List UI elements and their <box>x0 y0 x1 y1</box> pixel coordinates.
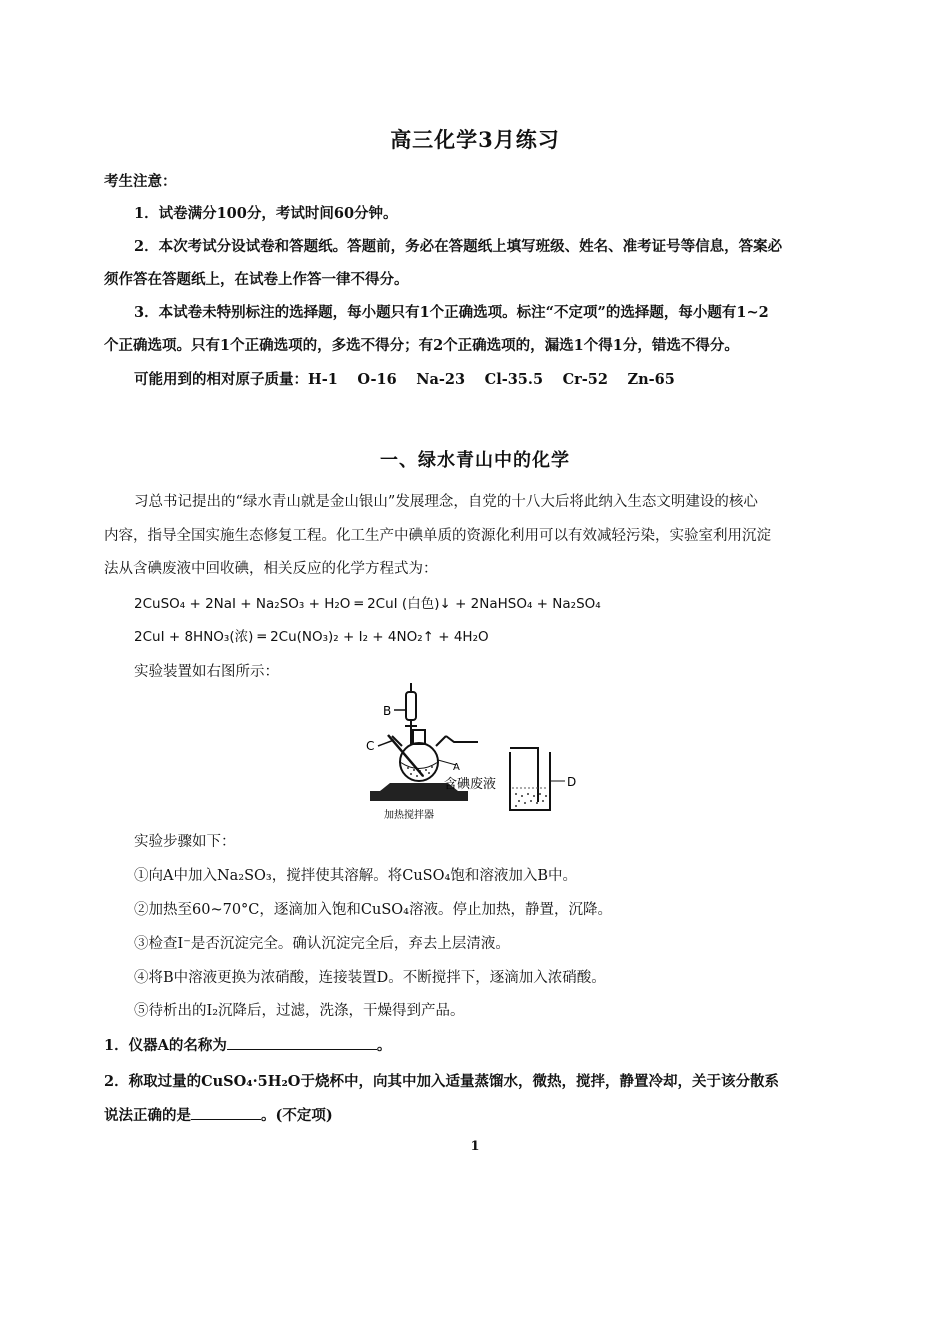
equation: 2CuSO₄ + 2NaI + Na₂SO₃ + H₂O ═ 2CuI (白色)↓ + 2NaHSO₄ + Na₂SO₄ <box>134 596 601 612</box>
step-item: ③检查I⁻是否沉淀完全。确认沉淀完全后，弃去上层清液。 <box>134 936 510 952</box>
page-title: 高三化学3月练习 <box>390 127 560 152</box>
step-item: ②加热至60~70°C，逐滴加入饱和CuSO₄溶液。停止加热，静置，沉降。 <box>134 902 612 918</box>
section-title: 一、绿水青山中的化学 <box>380 450 570 471</box>
steps-heading: 实验步骤如下： <box>134 834 236 850</box>
atomic-masses: 可能用到的相对原子质量：H-1 O-16 Na-23 Cl-35.5 Cr-52 Zn-65 <box>134 371 675 388</box>
dropping-funnel <box>405 683 417 744</box>
label-a: A <box>453 762 460 773</box>
label-liquid: 含碘废液 <box>444 777 497 792</box>
question-1-text: 1．仪器A的名称为 <box>104 1037 227 1054</box>
question-2-line2 <box>104 1104 333 1125</box>
equation: 2CuI + 8HNO₃(浓) ═ 2Cu(NO₃)₂ + I₂ + 4NO₂↑ + 4H₂O <box>134 629 489 645</box>
apparatus-diagram <box>350 680 610 825</box>
notice-item: 须作答在答题纸上，在试卷上作答一律不得分。 <box>104 271 409 288</box>
three-neck-flask <box>392 730 446 781</box>
answer-blank[interactable] <box>191 1105 261 1120</box>
intro-line: 习总书记提出的“绿水青山就是金山银山”发展理念，自党的十八大后将此纳入生态文明建设的核心 <box>134 494 758 510</box>
question-1-end: 。 <box>376 1037 392 1054</box>
question-2-line1: 2．称取过量的CuSO₄·5H₂O于烧杯中，向其中加入适量蒸馏水，微热，搅拌，静置冷却，关于该分散系 <box>104 1073 779 1090</box>
notice-item: 个正确选项。只有1个正确选项的，多选不得分；有2个正确选项的，漏选1个得1分，错选不得分。 <box>104 337 739 354</box>
answer-blank[interactable] <box>227 1035 377 1050</box>
label-heater: 加热搅拌器 <box>384 810 434 821</box>
question-2-end: 。(不定项) <box>261 1107 333 1124</box>
step-item: ④将B中溶液更换为浓硝酸，连接装置D。不断搅拌下，逐滴加入浓硝酸。 <box>134 970 606 986</box>
question-1 <box>104 1034 391 1055</box>
page-number: 1 <box>470 1139 480 1154</box>
apparatus-caption: 实验装置如右图所示： <box>134 664 279 680</box>
step-item: ⑤待析出的I₂沉降后，过滤，洗涤，干燥得到产品。 <box>134 1003 465 1019</box>
intro-line: 法从含碘废液中回收碘，相关反应的化学方程式为： <box>104 561 438 577</box>
notice-item: 3．本试卷未特别标注的选择题，每小题只有1个正确选项。标注“不定项”的选择题，每小题有1~2 <box>134 304 769 321</box>
notice-item: 2．本次考试分设试卷和答题纸。答题前，务必在答题纸上填写班级、姓名、准考证号等信息，答案必 <box>134 238 783 255</box>
notice-heading: 考生注意： <box>104 173 177 190</box>
label-b: B <box>383 704 392 718</box>
label-c: C <box>366 739 375 753</box>
question-2-text: 说法正确的是 <box>104 1107 191 1124</box>
step-item: ①向A中加入Na₂SO₃，搅拌使其溶解。将CuSO₄饱和溶液加入B中。 <box>134 868 577 884</box>
notice-item: 1．试卷满分100分，考试时间60分钟。 <box>134 205 398 222</box>
beaker-liquid <box>515 793 547 807</box>
label-d: D <box>567 775 577 789</box>
intro-line: 内容，指导全国实施生态修复工程。化工生产中碘单质的资源化利用可以有效减轻污染，实验室利用沉淀 <box>104 528 771 544</box>
